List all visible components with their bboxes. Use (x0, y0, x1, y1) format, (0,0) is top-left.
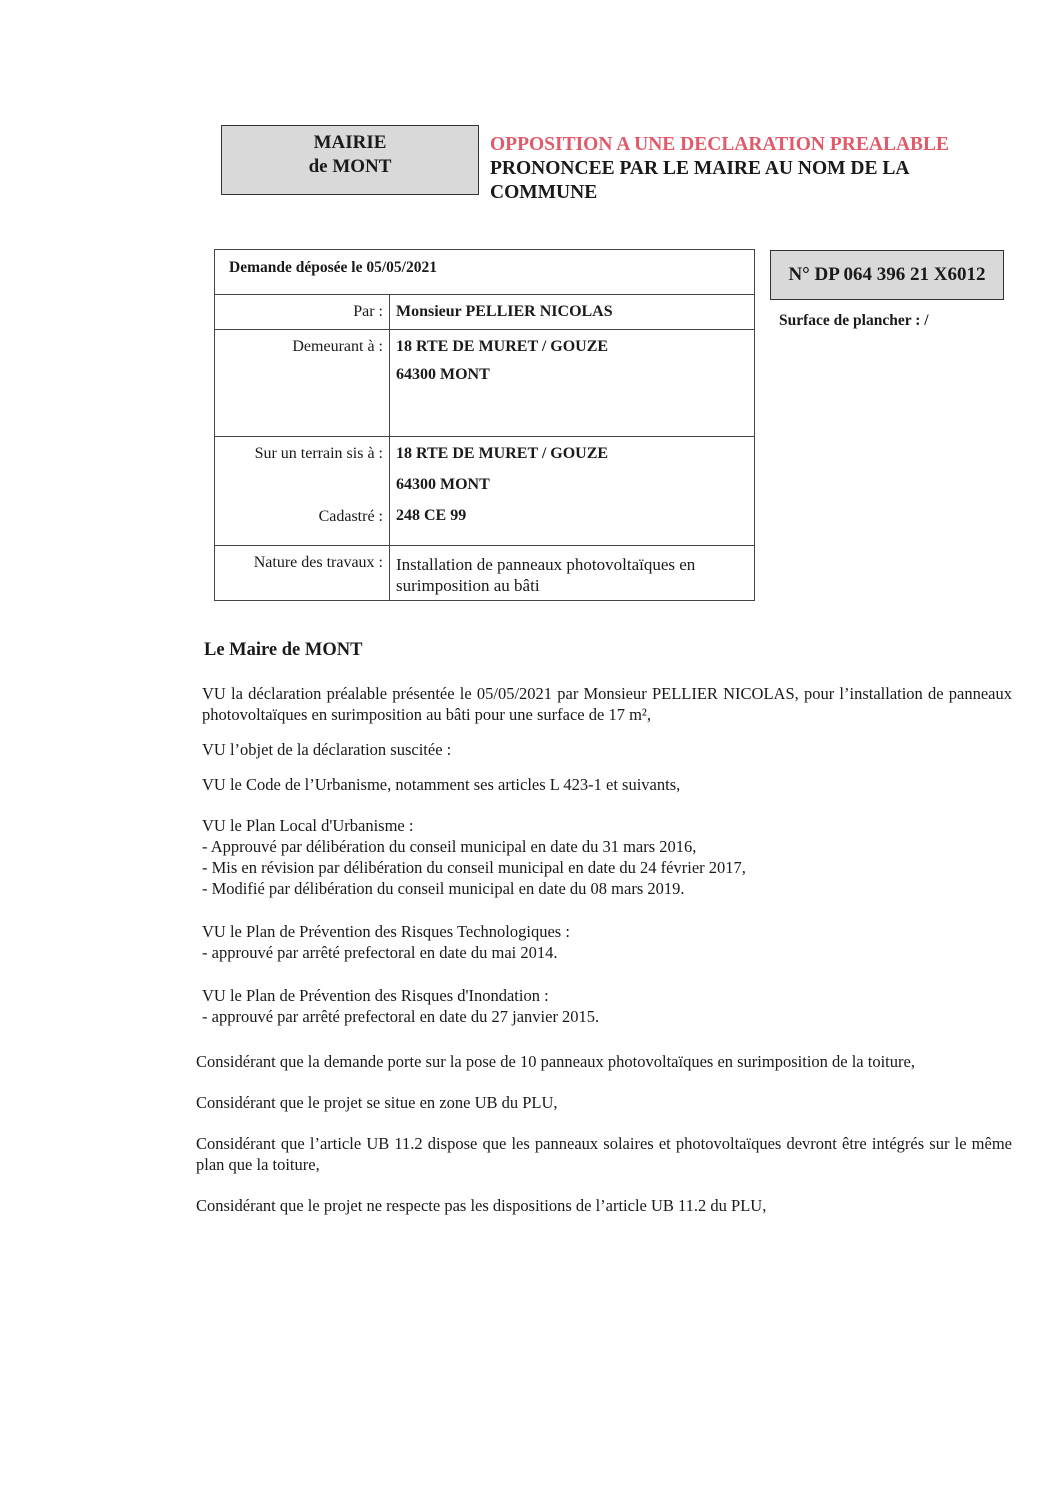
demeurant-line2: 64300 MONT (396, 366, 490, 383)
vu-declaration: VU la déclaration préalable présentée le 05/05/2021 par Monsieur PELLIER NICOLAS, pour l’installation de panneaux photovoltaïques en surimposition au bâti pour une surface de 17 m², (202, 684, 1012, 724)
considerant-3: Considérant que l’article UB 11.2 dispose que les panneaux solaires et photovoltaïques devront être intégrés sur le même plan que la toiture, (196, 1134, 1012, 1174)
terrain-label-cell (215, 437, 390, 546)
mairie-line1: MAIRIE (313, 132, 387, 153)
terrain-value (390, 437, 755, 546)
considerant-4: Considérant que le projet ne respecte pas les dispositions de l’article UB 11.2 du PLU, (196, 1196, 767, 1215)
terrain-line2: 64300 MONT (396, 476, 490, 493)
decision-body (196, 640, 1012, 1230)
plu-item-2: - Mis en révision par délibération du conseil municipal en date du 24 février 2017, (202, 858, 746, 877)
title-line-red: OPPOSITION A UNE DECLARATION PREALABLE (490, 134, 950, 155)
par-label: Par : (215, 295, 390, 330)
pprt-item-1: - approuvé par arrêté prefectoral en date du mai 2014. (202, 943, 558, 962)
vu-code-urbanisme: VU le Code de l’Urbanisme, notamment ses articles L 423-1 et suivants, (202, 775, 681, 794)
nature-label: Nature des travaux : (215, 546, 390, 601)
considerant-1: Considérant que la demande porte sur la pose de 10 panneaux photovoltaïques en surimposition de la toiture, (196, 1052, 915, 1071)
demande-deposee: Demande déposée le 05/05/2021 (215, 250, 755, 295)
vu-plu: VU le Plan Local d'Urbanisme : (202, 816, 414, 835)
demeurant-label: Demeurant à : (215, 330, 390, 437)
demande-table (214, 249, 755, 601)
vu-objet: VU l’objet de la déclaration suscitée : (202, 740, 452, 759)
title-line2: PRONONCEE PAR LE MAIRE AU NOM DE LA (490, 158, 910, 179)
dossier-number: N° DP 064 396 21 X6012 (770, 250, 1004, 300)
cadastre-label: Cadastré : (318, 508, 383, 525)
title-line3: COMMUNE (490, 182, 598, 203)
maire-title: Le Maire de MONT (204, 640, 363, 660)
demeurant-value (390, 330, 755, 437)
vu-ppri: VU le Plan de Prévention des Risques d'Inondation : (202, 986, 549, 1005)
cadastre-value: 248 CE 99 (396, 507, 467, 524)
mairie-box (221, 125, 479, 195)
terrain-label: Sur un terrain sis à : (254, 445, 383, 462)
par-value: Monsieur PELLIER NICOLAS (390, 295, 755, 330)
surface-plancher: Surface de plancher : / (779, 312, 929, 329)
vu-pprt: VU le Plan de Prévention des Risques Technologiques : (202, 922, 570, 941)
document-title (490, 133, 1030, 205)
considerant-2: Considérant que le projet se situe en zone UB du PLU, (196, 1093, 558, 1112)
plu-item-1: - Approuvé par délibération du conseil municipal en date du 31 mars 2016, (202, 837, 697, 856)
plu-item-3: - Modifié par délibération du conseil municipal en date du 08 mars 2019. (202, 879, 685, 898)
terrain-line1: 18 RTE DE MURET / GOUZE (396, 445, 609, 462)
nature-value: Installation de panneaux photovoltaïques en surimposition au bâti (390, 546, 755, 601)
ppri-item-1: - approuvé par arrêté prefectoral en date du 27 janvier 2015. (202, 1007, 600, 1026)
demeurant-line1: 18 RTE DE MURET / GOUZE (396, 338, 609, 355)
mairie-line2: de MONT (308, 156, 392, 177)
